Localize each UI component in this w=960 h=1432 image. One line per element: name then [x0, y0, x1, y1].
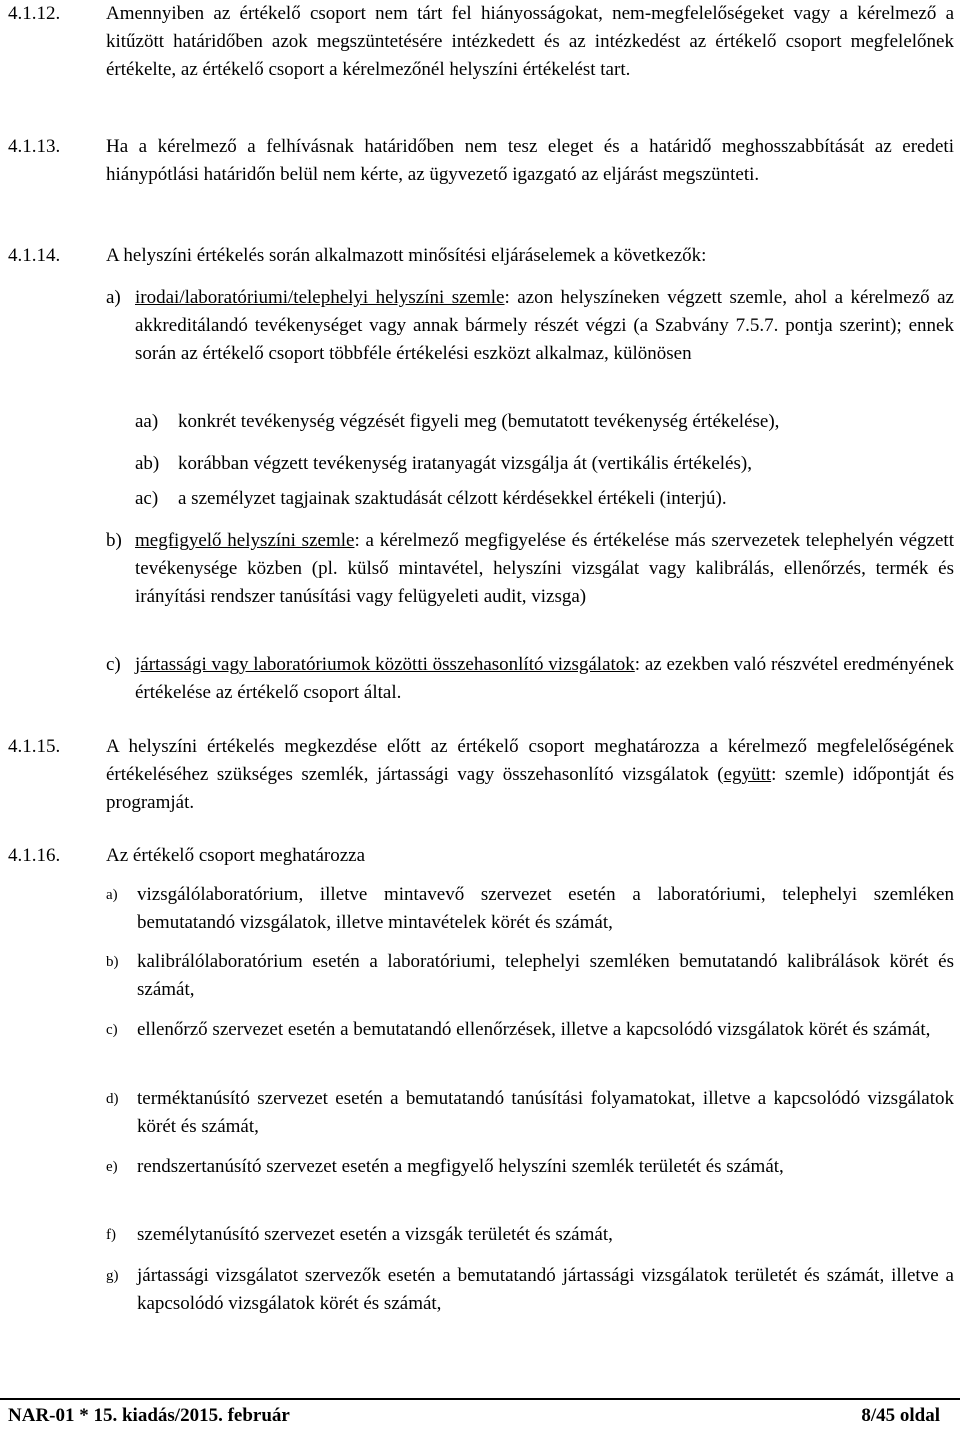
list-label: f): [106, 1227, 116, 1243]
underlined-word: együtt: [723, 764, 772, 785]
list-item-ac: [135, 485, 954, 513]
list-text-rest: : a kérelmező megfigyelése és értékelése más szervezetek telephelyén végzett tevékenysége közben (pl. külső mintavétel, helyszíni vizsgálat vagy kalibrálás, ellenőrzés, termék és irányítási rendszer tanúsítási vagy felügyeleti audit, vizsga): [135, 530, 954, 607]
list-text: [135, 651, 954, 707]
section-text: Amennyiben az értékelő csoport nem tárt fel hiányosságokat, nem-megfelelőségeket vagy a kérelmező a kitűzött határidőben azok megszüntetésére intézkedett és az intézkedést az értékelő csoport megfelelőnek értékelte, az értékelő csoport a kérelmezőnél helyszíni értékelést tart.: [106, 3, 954, 80]
list-item-16b: [106, 948, 954, 1004]
section-number: 4.1.14.: [8, 245, 61, 266]
list-item-a: [106, 284, 954, 368]
list-label: a): [106, 887, 118, 903]
list-item-16c: [106, 1016, 954, 1044]
document-id: NAR-01 * 15. kiadás/2015. február: [8, 1405, 290, 1426]
list-text: terméktanúsító szervezet esetén a bemutatandó tanúsítási folyamatokat, illetve a kapcsolódó vizsgálatok körét és számát,: [137, 1088, 954, 1137]
section-text: [106, 733, 954, 817]
list-item-16f: [106, 1221, 954, 1249]
list-item-16d: [106, 1085, 954, 1141]
section-text-part2: : szemle) időpontját és programját.: [106, 764, 955, 813]
section-number: 4.1.15.: [8, 736, 61, 757]
section-number: 4.1.16.: [8, 845, 61, 866]
list-label: d): [106, 1091, 119, 1107]
list-item-b: [106, 527, 954, 611]
section-text: Az értékelő csoport meghatározza: [106, 845, 366, 866]
list-text-rest: : az ezekben való részvétel eredményének értékelése az értékelő csoport által.: [135, 654, 954, 703]
list-item-16a: [106, 881, 954, 937]
list-label: ac): [135, 488, 159, 509]
list-term: irodai/laboratóriumi/telephelyi helyszíni szemle: [135, 287, 505, 308]
list-label: b): [106, 530, 122, 551]
section-4-1-13: [8, 133, 954, 189]
section-number: 4.1.13.: [8, 136, 61, 157]
footer-rule: [0, 1398, 960, 1400]
list-text: ellenőrző szervezet esetén a bemutatandó ellenőrzések, illetve a kapcsolódó vizsgálatok körét és számát,: [137, 1019, 931, 1040]
section-text: A helyszíni értékelés során alkalmazott minősítési eljáráselemek a következők:: [106, 245, 707, 266]
section-text: Ha a kérelmező a felhívásnak határidőben nem tesz eleget és a határidő meghosszabbítását az eredeti hiánypótlási határidőn belül nem kérte, az ügyvezető igazgató az eljárást megszünteti.: [106, 136, 954, 185]
list-text: a személyzet tagjainak szaktudását célzott kérdésekkel értékeli (interjú).: [178, 488, 727, 509]
list-text: személytanúsító szervezet esetén a vizsgák területét és számát,: [137, 1224, 613, 1245]
list-term: megfigyelő helyszíni szemle: [135, 530, 355, 551]
list-text: vizsgálólaboratórium, illetve mintavevő szervezet esetén a laboratóriumi, telephelyi szemléken bemutatandó vizsgálatok, illetve mintavételek körét és számát,: [137, 884, 954, 933]
list-item-16e: [106, 1153, 954, 1181]
page-number: 8/45 oldal: [861, 1405, 940, 1426]
section-4-1-15: [8, 733, 954, 817]
list-text: [135, 527, 954, 611]
list-item-aa: [135, 408, 954, 436]
list-label: aa): [135, 411, 159, 432]
list-term: jártassági vagy laboratóriumok közötti összehasonlító vizsgálatok: [135, 654, 635, 675]
section-number: 4.1.12.: [8, 3, 61, 24]
list-label: c): [106, 1022, 118, 1038]
section-4-1-14: [8, 242, 954, 270]
list-item-ab: [135, 450, 954, 478]
list-label: e): [106, 1159, 118, 1175]
list-label: c): [106, 654, 121, 675]
section-text-part1: A helyszíni értékelés megkezdése előtt az értékelő csoport meghatározza a kérelmező megfelelőségének értékeléséhez szükséges szemlék, jártassági vagy összehasonlító vizsgálatok (: [106, 736, 954, 785]
list-text: korábban végzett tevékenység iratanyagát vizsgálja át (vertikális értékelés),: [178, 453, 752, 474]
list-text-rest: : azon helyszíneken végzett szemle, ahol a kérelmező az akkreditálandó tevékenységet vagy annak bármely részét végzi (a Szabvány 7.5.7. pontja szerint); ennek során az értékelő csoport többféle értékelési eszközt alkalmaz, különösen: [135, 287, 954, 364]
list-text: konkrét tevékenység végzését figyeli meg (bemutatott tevékenység értékelése),: [178, 411, 780, 432]
list-text: jártassági vizsgálatot szervezők esetén a bemutatandó jártassági vizsgálatok területét és számát, illetve a kapcsolódó vizsgálatok körét és számát,: [137, 1265, 954, 1314]
list-label: b): [106, 954, 119, 970]
list-text: rendszertanúsító szervezet esetén a megfigyelő helyszíni szemlék területét és számát,: [137, 1156, 784, 1177]
page-footer: [8, 1404, 940, 1428]
list-text: [135, 284, 954, 368]
section-4-1-16: [8, 842, 954, 870]
list-label: ab): [135, 453, 160, 474]
list-label: g): [106, 1268, 119, 1284]
list-text: kalibrálólaboratórium esetén a laboratóriumi, telephelyi szemléken bemutatandó kalibrálások körét és számát,: [137, 951, 954, 1000]
list-label: a): [106, 287, 121, 308]
list-item-16g: [106, 1262, 954, 1318]
section-4-1-12: [8, 0, 954, 84]
list-item-c: [106, 651, 954, 707]
